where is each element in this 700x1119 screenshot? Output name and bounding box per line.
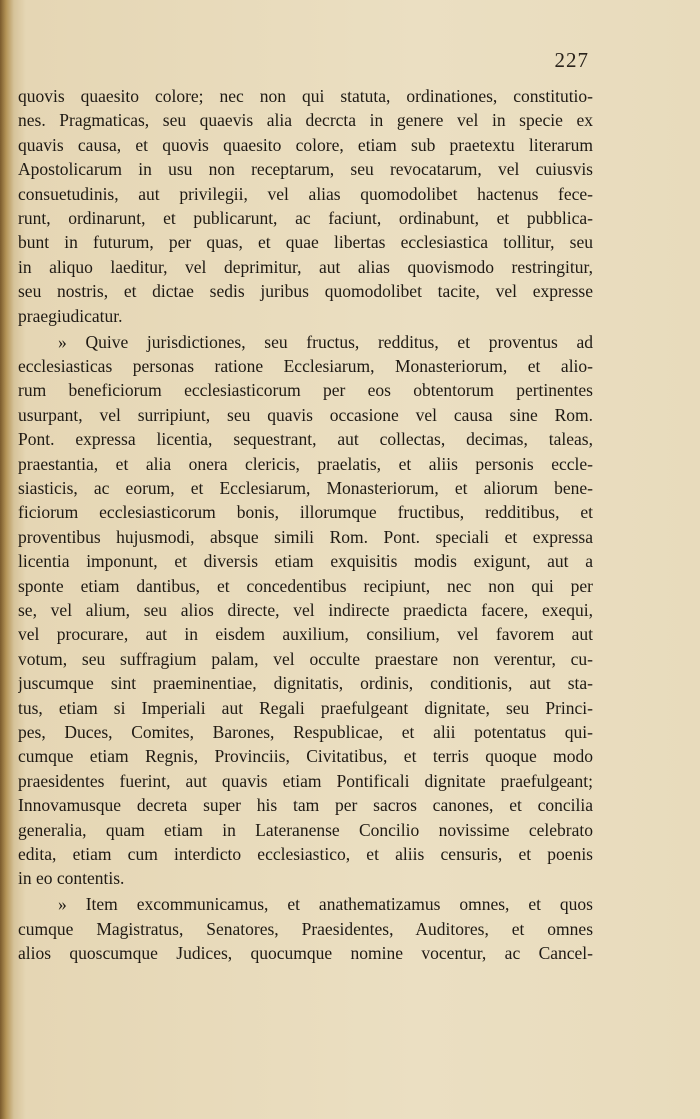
text-line: juscumque sint praeminentiae, dignitatis, ordinis, conditionis, aut sta- xyxy=(18,673,593,694)
text-line: Pont. expressa licentia, sequestrant, aut collectas, decimas, taleas, xyxy=(18,429,593,450)
text-line: pes, Duces, Comites, Barones, Respublicae, et alii potentatus qui- xyxy=(18,721,593,742)
text-line: seu nostris, et dictae sedis juribus quomodolibet tacite, vel expresse xyxy=(18,281,593,302)
text-line: quovis quaesito colore; nec non qui statuta, ordinationes, constitutio- xyxy=(18,86,593,106)
text-line: ficiorum ecclesiasticorum bonis, illorumque fructibus, redditibus, et xyxy=(18,502,593,523)
text-line: alios quoscumque Judices, quocumque nomine vocentur, ac Cancel- xyxy=(18,943,593,964)
page-number: 227 xyxy=(554,48,589,72)
text-line: rum beneficiorum ecclesiasticorum per eos obtentorum pertinentes xyxy=(18,380,593,401)
text-line: » Quive jurisdictiones, seu fructus, redditus, et proventus ad xyxy=(58,331,593,352)
paragraph xyxy=(18,892,593,965)
paragraph xyxy=(18,330,593,891)
text-line: siasticis, ac eorum, et Ecclesiarum, Monasteriorum, et aliorum bene- xyxy=(18,478,593,499)
text-line: tus, etiam si Imperiali aut Regali praefulgeant dignitate, seu Princi- xyxy=(18,697,593,718)
text-line: usurpant, vel surripiunt, seu quavis occasione vel causa sine Rom. xyxy=(18,404,593,425)
text-line: votum, seu suffragium palam, vel occulte praestare non verentur, cu- xyxy=(18,648,593,669)
text-line: vel procurare, aut in eisdem auxilium, consilium, vel favorem aut xyxy=(18,624,593,645)
text-line: praegiudicatur. xyxy=(18,305,123,326)
text-line: sponte etiam dantibus, et concedentibus recipiunt, nec non qui per xyxy=(18,575,593,596)
text-line: Innovamusque decreta super his tam per sacros canones, et concilia xyxy=(18,795,593,816)
text-line: consuetudinis, aut privilegii, vel alias quomodolibet hactenus fece- xyxy=(18,183,593,204)
paragraph xyxy=(18,84,593,328)
text-line: cumque Magistratus, Senatores, Praesidentes, Auditores, et omnes xyxy=(18,918,593,939)
text-line: cumque etiam Regnis, Provinciis, Civitatibus, et terris quoque modo xyxy=(18,746,593,767)
text-line: generalia, quam etiam in Lateranense Concilio novissime celebrato xyxy=(18,819,593,840)
text-line: » Item excommunicamus, et anathematizamus omnes, et quos xyxy=(58,894,593,915)
text-line: edita, etiam cum interdicto ecclesiastico, et aliis censuris, et poenis xyxy=(18,843,593,864)
body-text xyxy=(18,84,593,966)
text-line: licentia imponunt, et diversis etiam exquisitis modis exigunt, aut a xyxy=(18,551,593,572)
text-line: se, vel alium, seu alios directe, vel indirecte praedicta facere, exequi, xyxy=(18,600,593,620)
text-line: nes. Pragmaticas, seu quaevis alia decrcta in genere vel in specie ex xyxy=(18,110,593,131)
text-line: runt, ordinarunt, et publicarunt, ac faciunt, ordinabunt, et pubblica- xyxy=(18,207,593,228)
text-line: praesidentes fuerint, aut quavis etiam Pontificali dignitate praefulgeant; xyxy=(18,770,593,791)
text-line: Apostolicarum in usu non receptarum, seu revocatarum, vel cuiusvis xyxy=(18,159,593,180)
text-line: in aliquo laeditur, vel deprimitur, aut alias quovismodo restringitur, xyxy=(18,256,593,277)
text-line: quavis causa, et quovis quaesito colore, etiam sub praetextu literarum xyxy=(18,134,593,155)
text-line: proventibus hujusmodi, absque simili Rom. Pont. speciali et expressa xyxy=(18,526,593,547)
text-line: in eo contentis. xyxy=(18,868,125,889)
text-line: ecclesiasticas personas ratione Ecclesiarum, Monasteriorum, et alio- xyxy=(18,356,593,377)
text-line: bunt in futurum, per quas, et quae libertas ecclesiastica tollitur, seu xyxy=(18,232,593,253)
text-line: praestantia, et alia onera clericis, praelatis, et aliis personis eccle- xyxy=(18,453,593,474)
